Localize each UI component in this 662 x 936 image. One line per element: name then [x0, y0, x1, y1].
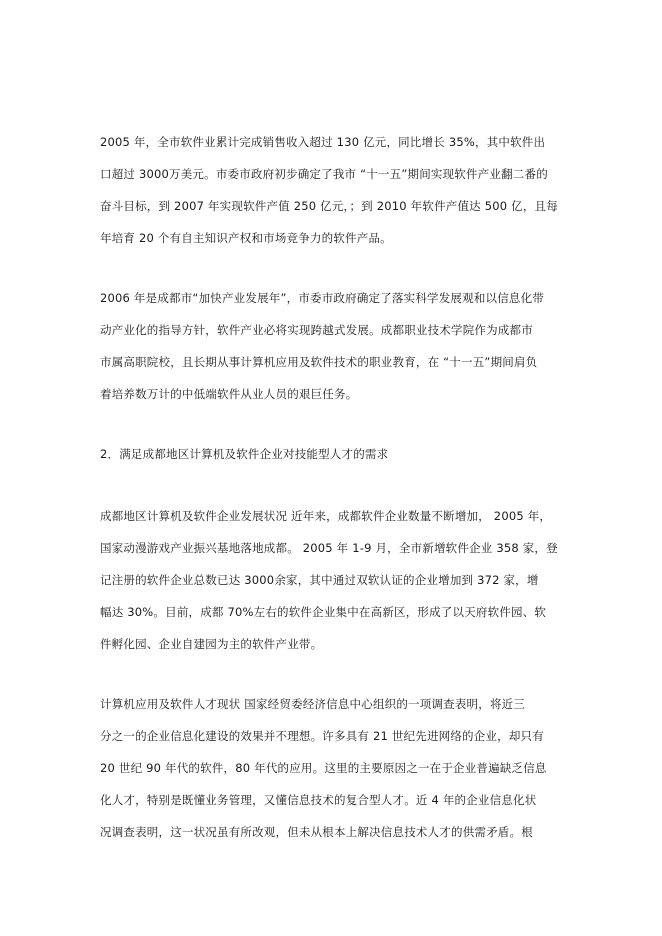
paragraph-1-line-4: 年培育 20 个有自主知识产权和市场竞争力的软件产品。 — [100, 231, 392, 245]
paragraph-3-line-3: 记注册的软件企业总数已达 3000余家，其中通过双软认证的企业增加到 372 家，增 — [100, 573, 539, 587]
paragraph-3-line-4: 幅达 30%。目前，成都 70%左右的软件企业集中在高新区，形成了以天府软件园、软 — [100, 605, 547, 619]
paragraph-2-line-3: 市属高职院校，且长期从事计算机应用及软件技术的职业教育，在 “十一五”期间肩负 — [100, 355, 538, 369]
section-heading-2: 2．满足成都地区计算机及软件企业对技能型人才的需求 — [100, 447, 389, 461]
paragraph-2-line-1: 2006 年是成都市“加快产业发展年”，市委市政府确定了落实科学发展观和以信息化带 — [100, 291, 545, 305]
paragraph-4-line-4: 化人才，特别是既懂业务管理，又懂信息技术的复合型人才。近 4 年的企业信息化状 — [100, 793, 537, 807]
paragraph-3-line-2: 国家动漫游戏产业振兴基地落地成都。 2005 年 1-9 月，全市新增软件企业 358 家，登 — [100, 541, 558, 555]
paragraph-4-line-2: 分之一的企业信息化建设的效果并不理想。许多具有 21 世纪先进网络的企业，却只有 — [100, 729, 544, 743]
paragraph-3-line-5: 件孵化园、企业自建园为主的软件产业带。 — [100, 637, 323, 651]
paragraph-1-line-3: 奋斗目标，到 2007 年实现软件产值 250 亿元，；到 2010 年软件产值达 500 亿，且每 — [100, 199, 558, 213]
paragraph-3-line-1: 成都地区计算机及软件企业发展状况 近年来，成都软件企业数量不断增加， 2005 年， — [100, 509, 552, 523]
paragraph-1-line-1: 2005 年，全市软件业累计完成销售收入超过 130 亿元，同比增长 35%，其中软件出 — [100, 135, 546, 149]
paragraph-4-line-1: 计算机应用及软件人才现状 国家经贸委经济信息中心组织的一项调查表明，将近三 — [100, 697, 526, 711]
paragraph-2-line-2: 动产业化的指导方针，软件产业必将实现跨越式发展。成都职业技术学院作为成都市 — [100, 323, 533, 337]
paragraph-4-line-5: 况调查表明，这一状况虽有所改观，但未从根本上解决信息技术人才的供需矛盾。根 — [100, 825, 533, 839]
paragraph-4-line-3: 20 世纪 90 年代的软件，80 年代的应用。这里的主要原因之一在于企业普遍缺乏信息 — [100, 761, 547, 775]
paragraph-2-line-4: 着培养数万计的中低端软件从业人员的艰巨任务。 — [100, 387, 358, 401]
paragraph-1-line-2: 口超过 3000万美元。市委市政府初步确定了我市 “十一五”期间实现软件产业翻二番的 — [100, 167, 548, 181]
